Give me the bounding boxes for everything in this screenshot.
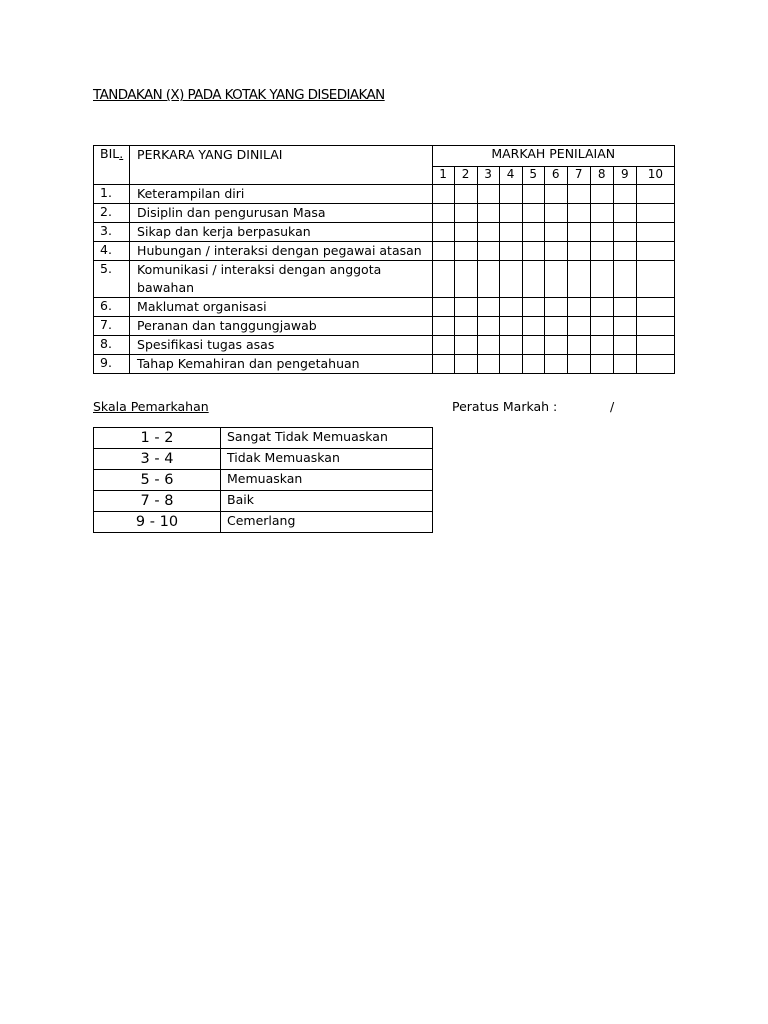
- score-checkbox-9[interactable]: [613, 185, 636, 204]
- score-header-3: 3: [477, 167, 499, 185]
- score-checkbox-8[interactable]: [590, 242, 613, 261]
- row-item: Keterampilan diri: [130, 185, 432, 204]
- score-checkbox-3[interactable]: [477, 223, 499, 242]
- score-checkbox-2[interactable]: [454, 355, 477, 374]
- table-row: [94, 185, 675, 204]
- score-checkbox-4[interactable]: [499, 223, 522, 242]
- score-checkbox-5[interactable]: [522, 355, 544, 374]
- row-item: Hubungan / interaksi dengan pegawai atasan: [130, 242, 432, 261]
- score-checkbox-1[interactable]: [432, 185, 454, 204]
- score-header-1: 1: [432, 167, 454, 185]
- score-checkbox-5[interactable]: [522, 223, 544, 242]
- score-checkbox-7[interactable]: [567, 261, 590, 298]
- score-checkbox-6[interactable]: [544, 317, 567, 336]
- table-row: [94, 336, 675, 355]
- score-checkbox-4[interactable]: [499, 336, 522, 355]
- score-checkbox-8[interactable]: [590, 204, 613, 223]
- score-checkbox-6[interactable]: [544, 204, 567, 223]
- table-row: [94, 261, 675, 298]
- score-checkbox-7[interactable]: [567, 355, 590, 374]
- score-checkbox-1[interactable]: [432, 261, 454, 298]
- score-checkbox-1[interactable]: [432, 336, 454, 355]
- peratus-markah: [452, 399, 615, 414]
- score-header-7: 7: [567, 167, 590, 185]
- score-checkbox-3[interactable]: [477, 336, 499, 355]
- score-checkbox-6[interactable]: [544, 185, 567, 204]
- score-checkbox-7[interactable]: [567, 336, 590, 355]
- score-checkbox-8[interactable]: [590, 336, 613, 355]
- score-checkbox-7[interactable]: [567, 204, 590, 223]
- skala-label: Skala Pemarkahan: [93, 399, 209, 414]
- row-number: 5.: [94, 261, 130, 298]
- score-header-6: 6: [544, 167, 567, 185]
- scale-description: Memuaskan: [221, 470, 433, 491]
- score-checkbox-1[interactable]: [432, 223, 454, 242]
- score-checkbox-3[interactable]: [477, 317, 499, 336]
- scale-range: 3 - 4: [94, 449, 221, 470]
- score-checkbox-8[interactable]: [590, 355, 613, 374]
- score-checkbox-8[interactable]: [590, 223, 613, 242]
- score-checkbox-2[interactable]: [454, 336, 477, 355]
- score-checkbox-10[interactable]: [636, 336, 674, 355]
- score-checkbox-1[interactable]: [432, 355, 454, 374]
- scale-range: 5 - 6: [94, 470, 221, 491]
- score-header-4: 4: [499, 167, 522, 185]
- score-checkbox-4[interactable]: [499, 298, 522, 317]
- scale-row: [94, 470, 433, 491]
- score-header-5: 5: [522, 167, 544, 185]
- scale-row: [94, 449, 433, 470]
- score-checkbox-2[interactable]: [454, 298, 477, 317]
- score-header-8: 8: [590, 167, 613, 185]
- scale-row: [94, 512, 433, 533]
- score-checkbox-2[interactable]: [454, 185, 477, 204]
- header-perkara: PERKARA YANG DINILAI: [130, 146, 432, 185]
- score-checkbox-8[interactable]: [590, 185, 613, 204]
- score-checkbox-7[interactable]: [567, 223, 590, 242]
- score-header-2: 2: [454, 167, 477, 185]
- score-checkbox-6[interactable]: [544, 261, 567, 298]
- score-checkbox-4[interactable]: [499, 242, 522, 261]
- score-checkbox-10[interactable]: [636, 298, 674, 317]
- score-checkbox-4[interactable]: [499, 204, 522, 223]
- table-row: [94, 355, 675, 374]
- row-item: Sikap dan kerja berpasukan: [130, 223, 432, 242]
- table-row: [94, 298, 675, 317]
- score-checkbox-3[interactable]: [477, 261, 499, 298]
- score-checkbox-10[interactable]: [636, 317, 674, 336]
- score-checkbox-1[interactable]: [432, 242, 454, 261]
- scale-range: 9 - 10: [94, 512, 221, 533]
- score-checkbox-9[interactable]: [613, 355, 636, 374]
- score-checkbox-9[interactable]: [613, 317, 636, 336]
- score-checkbox-2[interactable]: [454, 242, 477, 261]
- score-checkbox-2[interactable]: [454, 261, 477, 298]
- score-checkbox-5[interactable]: [522, 204, 544, 223]
- score-checkbox-7[interactable]: [567, 185, 590, 204]
- score-checkbox-3[interactable]: [477, 242, 499, 261]
- row-item: Peranan dan tanggungjawab: [130, 317, 432, 336]
- scale-description: Tidak Memuaskan: [221, 449, 433, 470]
- row-number: 2.: [94, 204, 130, 223]
- row-item: Tahap Kemahiran dan pengetahuan: [130, 355, 432, 374]
- score-header-10: 10: [636, 167, 674, 185]
- score-checkbox-2[interactable]: [454, 223, 477, 242]
- row-item: Disiplin dan pengurusan Masa: [130, 204, 432, 223]
- score-checkbox-6[interactable]: [544, 336, 567, 355]
- page-title: TANDAKAN (X) PADA KOTAK YANG DISEDIAKAN: [93, 87, 385, 103]
- table-row: [94, 242, 675, 261]
- score-checkbox-5[interactable]: [522, 298, 544, 317]
- score-checkbox-9[interactable]: [613, 242, 636, 261]
- score-checkbox-5[interactable]: [522, 185, 544, 204]
- score-checkbox-6[interactable]: [544, 298, 567, 317]
- row-item: Komunikasi / interaksi dengan anggota bawahan: [130, 261, 432, 298]
- score-checkbox-10[interactable]: [636, 204, 674, 223]
- score-checkbox-8[interactable]: [590, 298, 613, 317]
- score-checkbox-10[interactable]: [636, 261, 674, 298]
- score-checkbox-2[interactable]: [454, 317, 477, 336]
- peratus-label: Peratus Markah :: [452, 399, 558, 414]
- scale-range: 1 - 2: [94, 428, 221, 449]
- header-bil: BIL.: [94, 146, 130, 185]
- table-row: [94, 223, 675, 242]
- score-checkbox-3[interactable]: [477, 355, 499, 374]
- score-checkbox-4[interactable]: [499, 317, 522, 336]
- score-checkbox-5[interactable]: [522, 336, 544, 355]
- score-checkbox-4[interactable]: [499, 261, 522, 298]
- score-checkbox-2[interactable]: [454, 204, 477, 223]
- score-checkbox-9[interactable]: [613, 261, 636, 298]
- score-checkbox-3[interactable]: [477, 185, 499, 204]
- peratus-slash: /: [610, 399, 615, 414]
- row-item: Maklumat organisasi: [130, 298, 432, 317]
- score-checkbox-6[interactable]: [544, 223, 567, 242]
- scale-description: Baik: [221, 491, 433, 512]
- scale-description: Cemerlang: [221, 512, 433, 533]
- scale-table: [93, 427, 433, 533]
- score-checkbox-10[interactable]: [636, 355, 674, 374]
- score-checkbox-8[interactable]: [590, 317, 613, 336]
- score-checkbox-9[interactable]: [613, 298, 636, 317]
- score-checkbox-10[interactable]: [636, 185, 674, 204]
- row-number: 1.: [94, 185, 130, 204]
- scale-row: [94, 491, 433, 512]
- score-checkbox-7[interactable]: [567, 298, 590, 317]
- row-number: 4.: [94, 242, 130, 261]
- row-number: 9.: [94, 355, 130, 374]
- score-checkbox-7[interactable]: [567, 317, 590, 336]
- row-number: 7.: [94, 317, 130, 336]
- score-checkbox-10[interactable]: [636, 242, 674, 261]
- score-checkbox-9[interactable]: [613, 223, 636, 242]
- score-checkbox-6[interactable]: [544, 355, 567, 374]
- row-item: Spesifikasi tugas asas: [130, 336, 432, 355]
- score-checkbox-5[interactable]: [522, 242, 544, 261]
- scale-row: [94, 428, 433, 449]
- row-number: 8.: [94, 336, 130, 355]
- header-markah: MARKAH PENILAIAN: [432, 146, 675, 167]
- table-row: [94, 317, 675, 336]
- score-checkbox-6[interactable]: [544, 242, 567, 261]
- scale-description: Sangat Tidak Memuaskan: [221, 428, 433, 449]
- row-number: 3.: [94, 223, 130, 242]
- score-checkbox-3[interactable]: [477, 298, 499, 317]
- score-checkbox-1[interactable]: [432, 298, 454, 317]
- score-checkbox-4[interactable]: [499, 355, 522, 374]
- score-checkbox-8[interactable]: [590, 261, 613, 298]
- score-checkbox-1[interactable]: [432, 317, 454, 336]
- score-checkbox-1[interactable]: [432, 204, 454, 223]
- score-checkbox-5[interactable]: [522, 317, 544, 336]
- assessment-table: [93, 145, 675, 374]
- score-checkbox-3[interactable]: [477, 204, 499, 223]
- score-checkbox-4[interactable]: [499, 185, 522, 204]
- score-checkbox-5[interactable]: [522, 261, 544, 298]
- score-header-9: 9: [613, 167, 636, 185]
- scale-range: 7 - 8: [94, 491, 221, 512]
- score-checkbox-9[interactable]: [613, 336, 636, 355]
- table-header-row: [94, 146, 675, 167]
- score-checkbox-7[interactable]: [567, 242, 590, 261]
- row-number: 6.: [94, 298, 130, 317]
- score-checkbox-10[interactable]: [636, 223, 674, 242]
- score-checkbox-9[interactable]: [613, 204, 636, 223]
- table-row: [94, 204, 675, 223]
